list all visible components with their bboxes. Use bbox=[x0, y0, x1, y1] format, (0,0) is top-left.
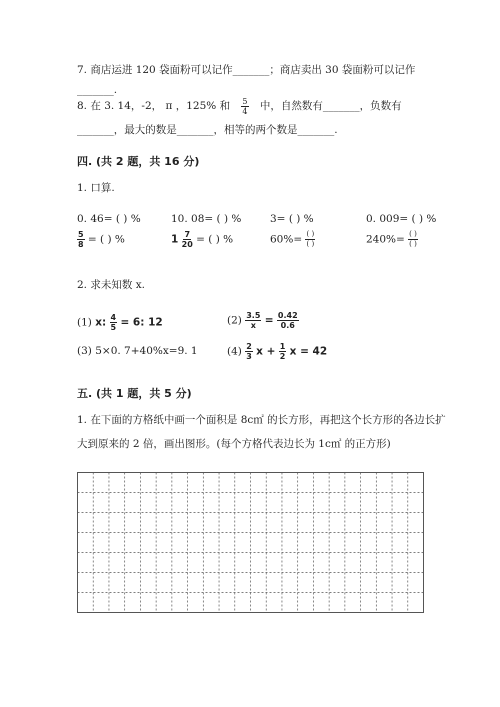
equation-4-end: x = 42 bbox=[289, 345, 328, 358]
oral-calc-5-num: 5 bbox=[78, 230, 84, 239]
oral-calc-8-lead: 240%= bbox=[366, 233, 405, 246]
equation-4-lead: (4) bbox=[227, 345, 242, 358]
oral-calc-2: 10. 08= ( ) % bbox=[171, 213, 242, 225]
q7-line2: _______. bbox=[77, 84, 118, 96]
q4-1-title: 1. 口算. bbox=[77, 182, 115, 194]
oral-calc-5 bbox=[77, 230, 125, 249]
equation-2-right bbox=[277, 311, 299, 330]
equation-1-den: 5 bbox=[110, 323, 117, 332]
q8-frac-den: 4 bbox=[242, 106, 248, 116]
equation-1-frac bbox=[110, 313, 118, 332]
oral-calc-6 bbox=[171, 230, 233, 249]
q4-2-title: 2. 求未知数 x. bbox=[77, 279, 145, 291]
equation-1-lead: (1) bbox=[77, 316, 92, 329]
equation-1-num: 4 bbox=[110, 313, 117, 322]
oral-calc-6-num: 7 bbox=[184, 230, 191, 239]
equation-2-equals: = bbox=[264, 314, 274, 327]
equation-4-num1: 2 bbox=[246, 342, 252, 351]
oral-calc-7 bbox=[270, 230, 315, 249]
equation-4-mid: x + bbox=[256, 345, 276, 358]
oral-calc-8-frac bbox=[408, 230, 418, 249]
oral-calc-7-den: ( ) bbox=[306, 240, 315, 248]
oral-calc-1: 0. 46= ( ) % bbox=[77, 213, 141, 225]
q7-line1: 7. 商店运进 120 袋面粉可以记作_______；商店卖出 30 袋面粉可以记作 bbox=[77, 64, 416, 76]
oral-calc-7-lead: 60%= bbox=[270, 233, 303, 246]
oral-calc-5-rest: = ( ) % bbox=[87, 233, 125, 246]
equation-4 bbox=[227, 342, 327, 361]
oral-calc-8-num: ( ) bbox=[409, 230, 417, 238]
equation-2-left bbox=[245, 311, 261, 330]
q8-line1-start: 8. 在 3. 14，-2， π ，125% 和 bbox=[77, 100, 231, 112]
oral-calc-6-den: 20 bbox=[181, 240, 193, 249]
equation-1 bbox=[77, 313, 163, 332]
q8-line1-end: 中，自然数有_______，负数有 bbox=[259, 100, 402, 112]
oral-calc-5-frac bbox=[77, 230, 85, 249]
q8-fraction bbox=[241, 97, 248, 116]
oral-calc-6-whole: 1 bbox=[171, 233, 179, 246]
grid-paper[interactable] bbox=[77, 472, 424, 613]
q8-line2: _______，最大的数是_______，相等的两个数是_______. bbox=[77, 124, 338, 136]
oral-calc-3: 3= ( ) % bbox=[270, 213, 314, 225]
equation-2 bbox=[227, 311, 299, 330]
oral-calc-7-num: ( ) bbox=[306, 230, 315, 238]
q8-frac-num: 5 bbox=[242, 96, 248, 106]
oral-calc-8 bbox=[366, 230, 418, 249]
section5-title: 五. (共 1 题，共 5 分) bbox=[77, 387, 192, 400]
equation-2-left-num: 3.5 bbox=[246, 311, 261, 320]
equation-4-frac1 bbox=[245, 342, 253, 361]
oral-calc-5-den: 8 bbox=[78, 240, 84, 249]
equation-2-right-num: 0.42 bbox=[277, 311, 298, 320]
equation-4-num2: 1 bbox=[279, 342, 286, 351]
equation-2-lead: (2) bbox=[227, 314, 242, 327]
equation-1-x: x: bbox=[95, 316, 107, 329]
oral-calc-4: 0. 009= ( ) % bbox=[366, 213, 437, 225]
oral-calc-6-rest: = ( ) % bbox=[196, 233, 234, 246]
equation-4-den2: 2 bbox=[279, 352, 286, 361]
section4-title: 四. (共 2 题，共 16 分) bbox=[77, 155, 200, 168]
section5-q1-line1: 1. 在下面的方格纸中画一个面积是 8c㎡ 的长方形，再把这个长方形的各边长扩 bbox=[77, 414, 446, 426]
oral-calc-6-frac bbox=[182, 230, 193, 249]
equation-2-right-den: 0.6 bbox=[280, 321, 295, 330]
q8-line1 bbox=[77, 95, 402, 117]
equation-3: (3) 5×0. 7+40%x=9. 1 bbox=[77, 345, 198, 357]
oral-calc-8-den: ( ) bbox=[409, 240, 417, 248]
equation-4-frac2 bbox=[279, 342, 287, 361]
equation-4-den1: 3 bbox=[246, 352, 252, 361]
equation-1-rest: = 6: 12 bbox=[120, 316, 163, 329]
section5-q1-line2: 大到原来的 2 倍，画出图形。(每个方格代表边长为 1c㎡ 的正方形) bbox=[77, 438, 391, 450]
equation-2-left-den: x bbox=[250, 321, 256, 330]
oral-calc-7-frac bbox=[305, 230, 315, 249]
